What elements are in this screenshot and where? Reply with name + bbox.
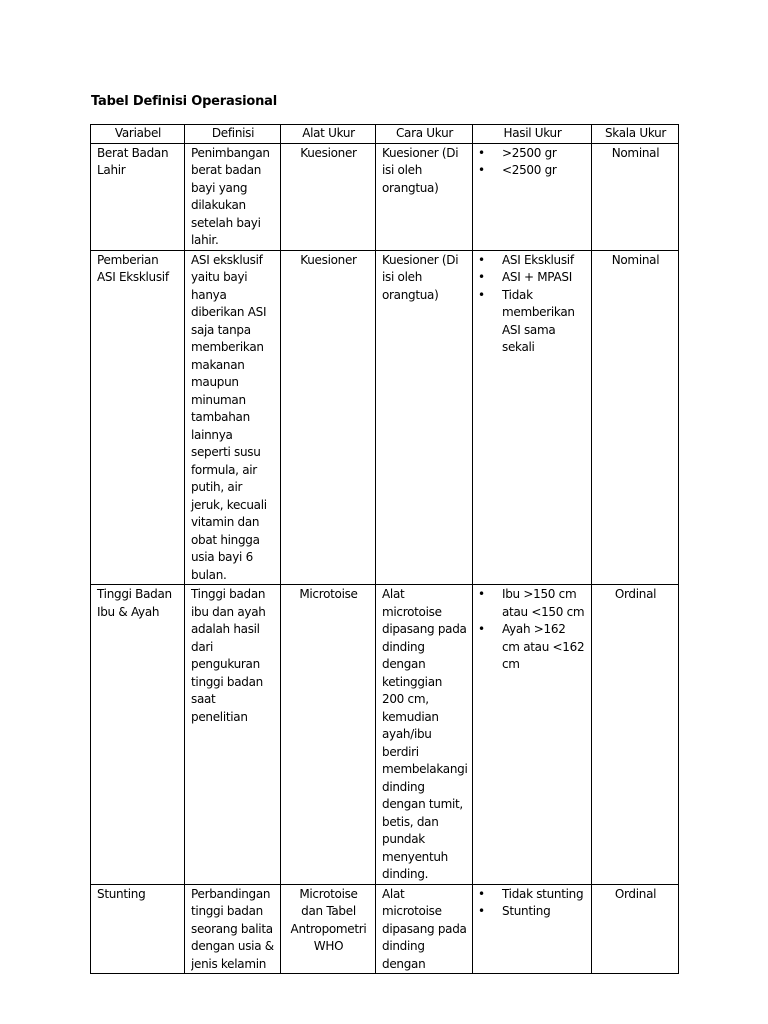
cell-cara-ukur: Alat microtoise dipasang pada dinding dengan ketinggian 200 cm, kemudian ayah/ibu berdiri membelakangi dinding dengan tumit, betis, dan pundak menyentuh dinding. [376, 585, 473, 885]
list-item: • <2500 gr [479, 162, 586, 180]
cell-hasil-ukur [473, 585, 592, 885]
cell-alat-ukur: Microtoise dan Tabel Antropometri WHO [281, 884, 376, 974]
list-item: • Tidak stunting [479, 886, 586, 904]
header-skala-ukur: Skala Ukur [592, 125, 679, 144]
list-item: • Stunting [479, 903, 586, 921]
cell-variabel: Pemberian ASI Eksklusif [91, 250, 185, 585]
cell-skala-ukur: Nominal [592, 143, 679, 250]
header-definisi: Definisi [185, 125, 281, 144]
cell-skala-ukur: Ordinal [592, 585, 679, 885]
table-title: Tabel Definisi Operasional [91, 94, 277, 109]
cell-hasil-ukur [473, 143, 592, 250]
cell-variabel: Stunting [91, 884, 185, 974]
cell-alat-ukur: Microtoise [281, 585, 376, 885]
cell-hasil-ukur [473, 250, 592, 585]
header-alat-ukur: Alat Ukur [281, 125, 376, 144]
cell-cara-ukur: Kuesioner (Di isi oleh orangtua) [376, 143, 473, 250]
table-row [91, 884, 679, 974]
cell-skala-ukur: Nominal [592, 250, 679, 585]
cell-definisi: Tinggi badan ibu dan ayah adalah hasil dari pengukuran tinggi badan saat penelitian [185, 585, 281, 885]
table-row [91, 250, 679, 585]
cell-variabel: Tinggi Badan Ibu & Ayah [91, 585, 185, 885]
table-row [91, 585, 679, 885]
cell-alat-ukur: Kuesioner [281, 143, 376, 250]
list-item: • Ibu >150 cm atau <150 cm [479, 586, 586, 621]
header-variabel: Variabel [91, 125, 185, 144]
cell-definisi [185, 884, 281, 974]
list-item: • Tidak memberikan ASI sama sekali [479, 287, 586, 357]
header-hasil-ukur: Hasil Ukur [473, 125, 592, 144]
cell-cara-ukur: Kuesioner (Di isi oleh orangtua) [376, 250, 473, 585]
cell-definisi: Penimbangan berat badan bayi yang dilakukan setelah bayi lahir. [185, 143, 281, 250]
table-row [91, 143, 679, 250]
cell-cara-ukur-text: Alat microtoise dipasang pada dinding dengan [382, 886, 467, 971]
header-cara-ukur: Cara Ukur [376, 125, 473, 144]
operational-definition-table [90, 124, 679, 974]
cell-alat-ukur: Kuesioner [281, 250, 376, 585]
list-item: • ASI Eksklusif [479, 252, 586, 270]
list-item: • ASI + MPASI [479, 269, 586, 287]
cell-definisi-text: Perbandingan tinggi badan seorang balita dengan usia & jenis kelamin [191, 886, 274, 971]
cell-hasil-ukur [473, 884, 592, 974]
cell-skala-ukur: Ordinal [592, 884, 679, 974]
list-item: • >2500 gr [479, 145, 586, 163]
cell-variabel: Berat Badan Lahir [91, 143, 185, 250]
cell-cara-ukur [376, 884, 473, 974]
header-row [91, 125, 679, 144]
cell-definisi: ASI eksklusif yaitu bayi hanya diberikan ASI saja tanpa memberikan makanan maupun minuman tambahan lainnya seperti susu formula, air putih, air jeruk, kecuali vitamin dan obat hingga usia bayi 6 bulan. [185, 250, 281, 585]
list-item: • Ayah >162 cm atau <162 cm [479, 621, 586, 674]
